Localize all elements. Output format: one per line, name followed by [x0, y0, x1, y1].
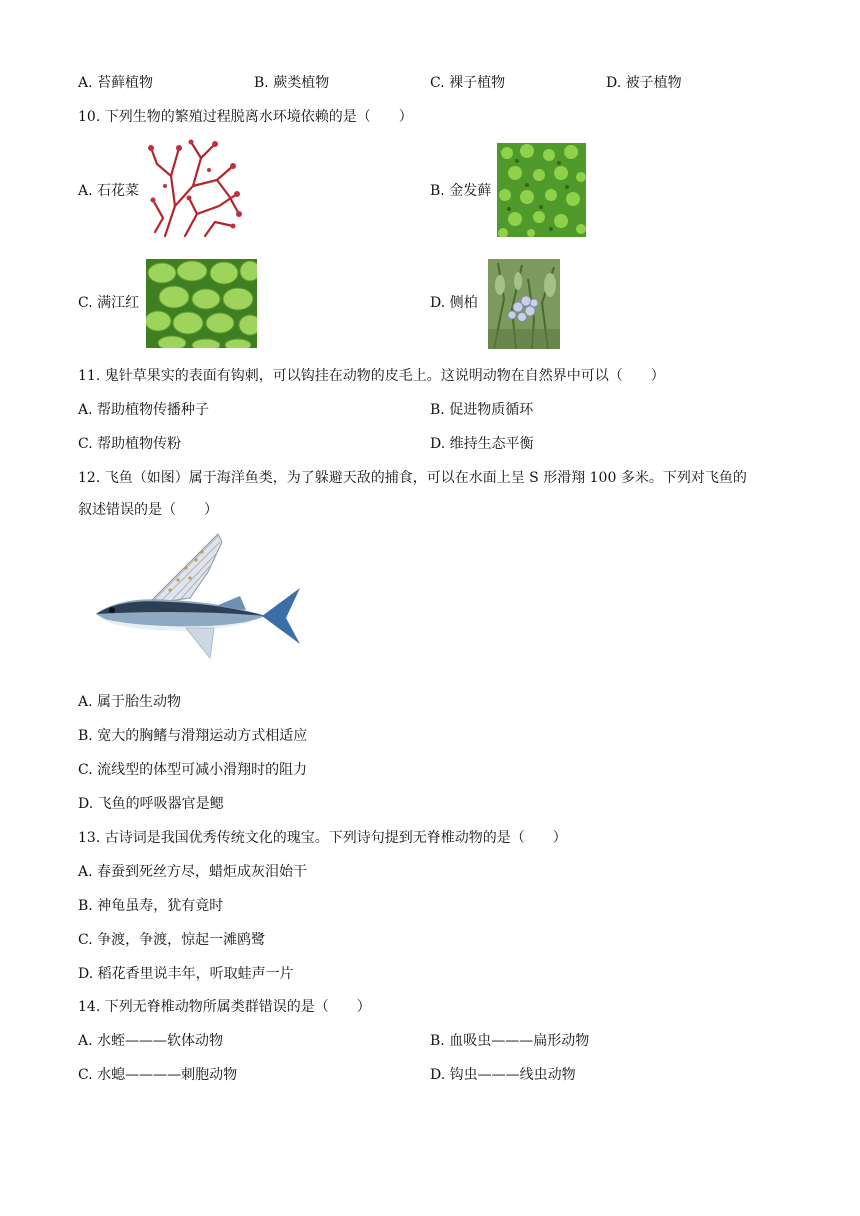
moss-image — [497, 143, 586, 237]
q12-option-d: D. 飞鱼的呼吸器官是鳃 — [78, 796, 224, 812]
q13-stem: 13. 古诗词是我国优秀传统文化的瑰宝。下列诗句提到无脊椎动物的是（ ） — [78, 830, 567, 846]
q10-stem: 10. 下列生物的繁殖过程脱离水环境依赖的是（ ） — [78, 109, 413, 125]
q9-option-c: C. 裸子植物 — [430, 75, 506, 91]
q13-option-b: B. 神龟虽寿，犹有竟时 — [78, 898, 224, 914]
q14-stem: 14. 下列无脊椎动物所属类群错误的是（ ） — [78, 999, 371, 1015]
q12-option-c: C. 流线型的体型可减小滑翔时的阻力 — [78, 762, 308, 778]
q11-option-a: A. 帮助植物传播种子 — [78, 402, 210, 418]
q13-option-d: D. 稻花香里说丰年，听取蛙声一片 — [78, 966, 294, 982]
q12-stem-line1: 12. 飞鱼（如图）属于海洋鱼类，为了躲避天敌的捕食，可以在水面上呈 S 形滑翔 100 多米。下列对飞鱼的 — [78, 470, 747, 486]
q11-option-d: D. 维持生态平衡 — [430, 436, 534, 452]
q9-option-b: B. 蕨类植物 — [254, 75, 330, 91]
q13-option-c: C. 争渡，争渡，惊起一滩鸥鹭 — [78, 932, 266, 948]
arborvitae-image — [488, 259, 560, 349]
q11-stem: 11. 鬼针草果实的表面有钩刺，可以钩挂在动物的皮毛上。这说明动物在自然界中可以（ ） — [78, 368, 665, 384]
q12-option-b: B. 宽大的胸鳍与滑翔运动方式相适应 — [78, 728, 308, 744]
q14-option-a: A. 水蛭———软体动物 — [78, 1033, 224, 1049]
q12-stem-line2: 叙述错误的是（ ） — [78, 502, 218, 518]
q10-option-a: A. 石花菜 — [78, 183, 140, 199]
q12-option-a: A. 属于胎生动物 — [78, 694, 182, 710]
q13-option-a: A. 春蚕到死丝方尽，蜡炬成灰泪始干 — [78, 864, 308, 880]
azolla-image — [146, 259, 257, 348]
q10-option-c: C. 满江红 — [78, 295, 140, 311]
flying-fish-image — [90, 532, 304, 662]
q11-option-b: B. 促进物质循环 — [430, 402, 534, 418]
q14-option-c: C. 水螅————刺胞动物 — [78, 1067, 238, 1083]
q9-option-d: D. 被子植物 — [606, 75, 682, 91]
q9-option-a: A. 苔藓植物 — [78, 75, 154, 91]
q11-option-c: C. 帮助植物传粉 — [78, 436, 182, 452]
q14-option-b: B. 血吸虫———扁形动物 — [430, 1033, 590, 1049]
q14-option-d: D. 钩虫———线虫动物 — [430, 1067, 576, 1083]
q10-option-d: D. 侧柏 — [430, 295, 478, 311]
q10-option-b: B. 金发藓 — [430, 183, 492, 199]
red-algae-image — [145, 136, 243, 240]
